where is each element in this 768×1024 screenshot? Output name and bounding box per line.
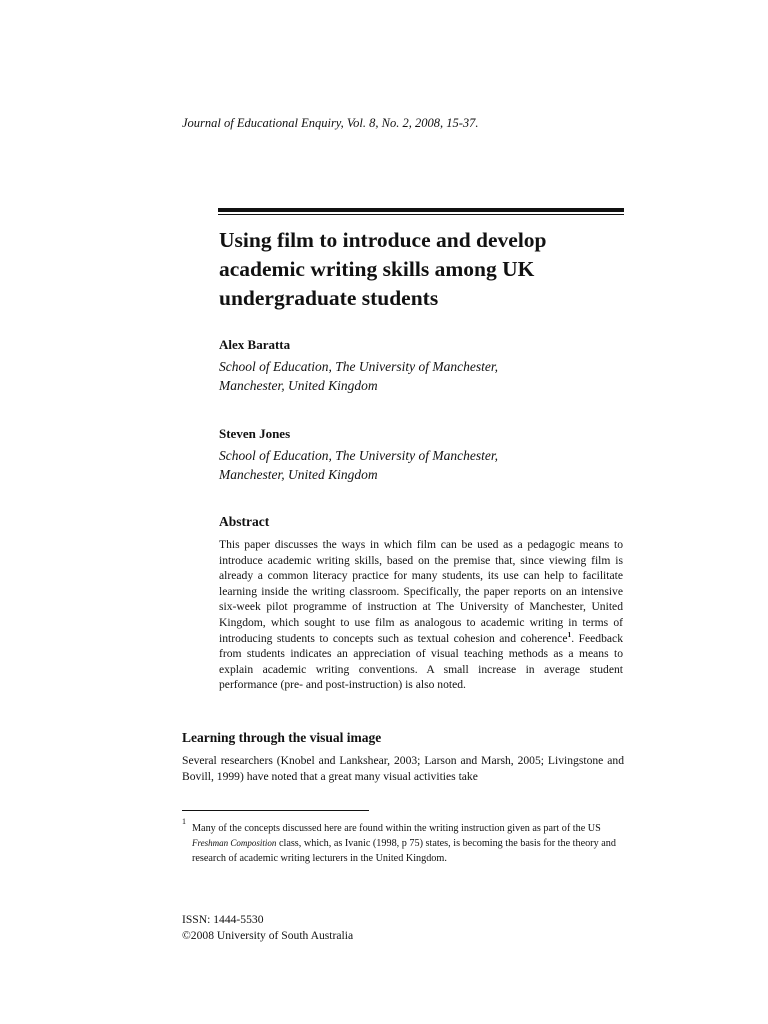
- abstract-heading: Abstract: [219, 514, 270, 529]
- paper-title: [219, 226, 619, 313]
- abstract-body: [219, 537, 623, 693]
- affiliation-line: Manchester, United Kingdom: [219, 467, 378, 482]
- title-line: Using film to introduce and develop: [219, 228, 547, 252]
- footnote-marker: 1: [182, 817, 186, 826]
- section-heading: Learning through the visual image: [182, 730, 382, 745]
- footnote-reference[interactable]: 1: [567, 629, 572, 639]
- author-block: [219, 337, 498, 395]
- journal-citation: Journal of Educational Enquiry, Vol. 8, No. 2, 2008, 15-37.: [182, 116, 479, 130]
- issn: ISSN: 1444-5530: [182, 913, 264, 926]
- author-affiliation: [219, 357, 498, 395]
- course-name: Freshman Composition: [192, 838, 277, 848]
- copyright: ©2008 University of South Australia: [182, 928, 354, 942]
- affiliation-line: School of Education, The University of Manchester,: [219, 359, 498, 374]
- author-name: Steven Jones: [219, 426, 291, 441]
- footnote-text: [192, 821, 624, 866]
- footnote-text-start: Many of the concepts discussed here are found within the writing instruction given as part of the US: [192, 823, 601, 834]
- author-block: [219, 426, 498, 484]
- title-rule-thin: [218, 214, 624, 215]
- footnote-rule: [182, 810, 369, 811]
- affiliation-line: School of Education, The University of Manchester,: [219, 448, 498, 463]
- affiliation-line: Manchester, United Kingdom: [219, 378, 378, 393]
- author-affiliation: [219, 446, 498, 484]
- title-rule-thick: [218, 208, 624, 212]
- footnote-text-end: class, which, as Ivanic (1998, p 75) states, is becoming the basis for the theory and research of academic writing lecturers in the United Kingdom.: [192, 838, 616, 864]
- abstract-text: . Feedback from students indicates an appreciation of visual teaching methods as a means to explain academic writing conventions. A small increase in average student performance (pre- and post-instruction) is also noted.: [219, 631, 623, 692]
- title-line: undergraduate students: [219, 286, 439, 310]
- section-body: Several researchers (Knobel and Lankshear, 2003; Larson and Marsh, 2005; Livingstone and Bovill, 1999) have noted that a great many visual activities take: [182, 754, 624, 783]
- publication-info: [182, 912, 353, 943]
- abstract-text: This paper discusses the ways in which film can be used as a pedagogic means to introduce academic writing skills, based on the premise that, since viewing film is already a common literacy practice for many students, its use can help to facilitate learning inside the writing classroom. Specifically, the paper reports on an intensive six-week pilot programme of instruction at The University of Manchester, United Kingdom, which sought to use film as analogous to academic writing in terms of introducing students to concepts such as textual cohesion and coherence: [219, 538, 623, 645]
- author-name: Alex Baratta: [219, 337, 291, 352]
- title-line: academic writing skills among UK: [219, 257, 535, 281]
